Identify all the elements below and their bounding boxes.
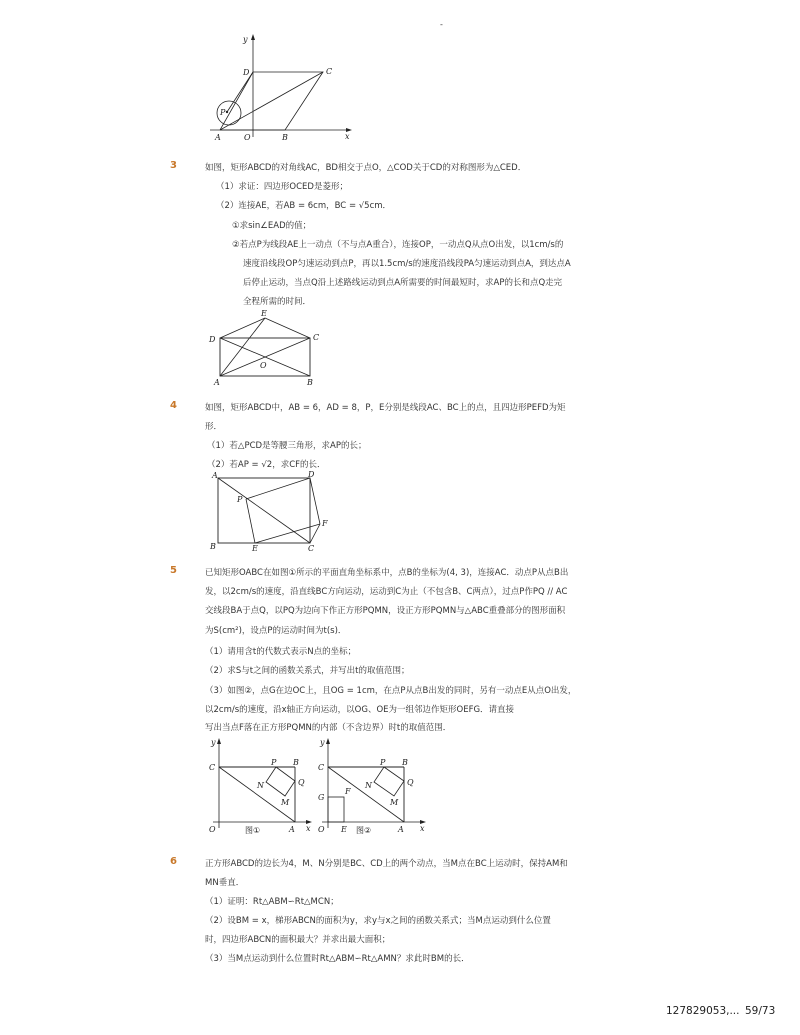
fig-q5a-label-c: C xyxy=(209,763,216,772)
problem-5-line-6: （2）求S与t之间的函数关系式，并写出t的取值范围； xyxy=(205,666,410,676)
fig-q5a-label-q: Q xyxy=(298,778,305,787)
fig-q5a-label-m: M xyxy=(281,798,290,807)
problem-5-line-7: （3）如图②，点G在边OC上，且OG = 1cm，在点P从点B出发的同时，另有一动点E从点O出发， xyxy=(205,686,577,696)
fig-q5a-label-p: P xyxy=(271,758,277,767)
problem-3-number: 3 xyxy=(170,160,177,171)
fig-top-label-b: B xyxy=(282,133,288,142)
fig-q4-label-b: B xyxy=(210,542,216,551)
fig-top-label-p: P xyxy=(220,108,226,117)
fig-q3-label-d: D xyxy=(209,335,216,344)
fig-q4-label-d: D xyxy=(308,470,315,479)
fig-q4-label-p: P xyxy=(237,495,243,504)
fig-q5a-label-o: O xyxy=(209,825,216,834)
fig-q3-label-c: C xyxy=(313,333,320,342)
problem-3-line-7: 后停止运动，当点Q沿上述路线运动到点A所需要的时间最短时，求AP的长和点Q走完 xyxy=(243,278,563,288)
fig-q4-label-c: C xyxy=(308,544,315,553)
fig-top-label-d: D xyxy=(243,68,250,77)
fig-q5b-label-g: G xyxy=(318,793,325,802)
problem-3-line-3: （2）连接AE，若AB = 6cm，BC = √5cm． xyxy=(216,201,392,211)
problem-6-line-6: （3）当M点运动到什么位置时Rt△ABM∽Rt△AMN？求此时BM的长． xyxy=(205,954,470,964)
fig-q4-label-e: E xyxy=(252,544,258,553)
problem-3-line-8: 全程所需的时间． xyxy=(243,297,312,307)
figure-problem-4 xyxy=(208,470,338,552)
problem-5-line-8: 以2cm/s的速度，沿x轴正方向运动，以OG、OE为一组邻边作矩形OEFG．请直接 xyxy=(205,705,515,715)
fig-q3-label-e: E xyxy=(261,309,267,318)
problem-6-line-3: （1）证明：Rt△ABM∽Rt△MCN； xyxy=(205,897,339,907)
fig-q5b-label-c: C xyxy=(318,763,325,772)
footer-page-number: 59/73 xyxy=(745,1005,776,1017)
fig-q3-label-b: B xyxy=(307,378,313,387)
fig-q5a-label-b: B xyxy=(293,758,299,767)
figure-problem-5-a xyxy=(205,736,317,836)
problem-3-line-5: ②若点P为线段AE上一动点（不与点A重合），连接OP，一动点Q从点O出发，以1cm/s的 xyxy=(232,240,564,250)
problem-4-line-3: （1）若△PCD是等腰三角形，求AP的长； xyxy=(207,441,367,451)
problem-3-line-1: 如图，矩形ABCD的对角线AC，BD相交于点O，△COD关于CD的对称图形为△CED． xyxy=(205,163,527,173)
problem-4-line-4: （2）若AP = √2，求CF的长． xyxy=(207,460,326,470)
problem-6-line-5: 时，四边形ABCN的面积最大？并求出最大面积； xyxy=(205,935,391,945)
problem-3-line-2: （1）求证：四边形OCED是菱形； xyxy=(216,182,348,192)
fig-top-label-o: O xyxy=(244,133,251,142)
problem-4-line-2: 形． xyxy=(205,422,223,432)
problem-4-number: 4 xyxy=(170,400,177,411)
fig-q5b-label-p: P xyxy=(380,758,386,767)
figure-top-coordinate xyxy=(205,32,365,142)
fig-q5b-label-m: M xyxy=(390,798,399,807)
fig-q5b-label-x: x xyxy=(420,824,425,833)
problem-6-number: 6 xyxy=(170,856,177,867)
fig-q3-label-o: O xyxy=(260,361,267,370)
footer-doc-id: 127829053,... xyxy=(666,1005,740,1017)
fig-q5b-label-e: E xyxy=(341,825,347,834)
problem-5-line-4: 为S(cm²)，设点P的运动时间为t(s)． xyxy=(205,626,347,636)
fig-q5a-label-x: x xyxy=(306,824,311,833)
fig-top-label-y: y xyxy=(243,35,248,44)
problem-5-line-5: （1）请用含t的代数式表示N点的坐标； xyxy=(205,647,357,657)
fig-q5a-label-n: N xyxy=(257,781,264,790)
fig-q4-label-a: A xyxy=(212,471,218,480)
problem-5-line-1: 已知矩形OABC在如图①所示的平面直角坐标系中，点B的坐标为(4, 3)，连接AC．动点P从点B出 xyxy=(205,568,569,578)
problem-6-line-1: 正方形ABCD的边长为4，M、N分别是BC、CD上的两个动点，当M点在BC上运动时，保持AM和 xyxy=(205,859,568,869)
fig-q5b-label-f: F xyxy=(345,787,351,796)
problem-3-line-4: ①求sin∠EAD的值； xyxy=(232,221,312,231)
fig-q5b-label-n: N xyxy=(365,781,372,790)
fig-q4-label-f: F xyxy=(322,519,328,528)
fig-q5a-caption: 图① xyxy=(245,826,261,835)
figure-problem-5-b xyxy=(316,736,431,836)
fig-q5b-label-y: y xyxy=(320,738,325,747)
problem-4-line-1: 如图，矩形ABCD中，AB = 6，AD = 8，P，E分别是线段AC、BC上的点，且四边形PEFD为矩 xyxy=(205,403,566,413)
fig-q5b-label-a: A xyxy=(398,825,404,834)
problem-5-number: 5 xyxy=(170,565,177,576)
problem-6-line-2: MN垂直． xyxy=(205,878,245,888)
fig-q5a-label-y: y xyxy=(211,738,216,747)
top-mark: - xyxy=(440,20,443,29)
fig-q5b-label-q: Q xyxy=(407,778,414,787)
fig-q5a-label-a: A xyxy=(289,825,295,834)
fig-top-label-a: A xyxy=(215,133,221,142)
problem-5-line-9: 写出当点F落在正方形PQMN的内部（不含边界）时t的取值范围． xyxy=(205,723,452,733)
fig-q3-label-a: A xyxy=(214,378,220,387)
fig-q5b-label-o: O xyxy=(318,825,325,834)
fig-q5b-label-b: B xyxy=(402,758,408,767)
problem-5-line-3: 交线段BA于点Q，以PQ为边向下作正方形PQMN，设正方形PQMN与△ABC重叠部分的图形面积 xyxy=(205,606,566,616)
problem-3-line-6: 速度沿线段OP匀速运动到点P，再以1.5cm/s的速度沿线段PA匀速运动到点A，到达点A xyxy=(243,259,571,269)
problem-6-line-4: （2）设BM = x，梯形ABCN的面积为y，求y与x之间的函数关系式；当M点运动到什么位置 xyxy=(205,916,551,926)
fig-q5b-caption: 图② xyxy=(356,826,372,835)
problem-5-line-2: 发，以2cm/s的速度，沿直线BC方向运动，运动到C为止（不包含B、C两点），过点P作PQ // AC xyxy=(205,587,568,597)
fig-top-label-c: C xyxy=(326,67,333,76)
fig-top-label-x: x xyxy=(345,132,350,141)
figure-problem-3 xyxy=(207,308,327,390)
